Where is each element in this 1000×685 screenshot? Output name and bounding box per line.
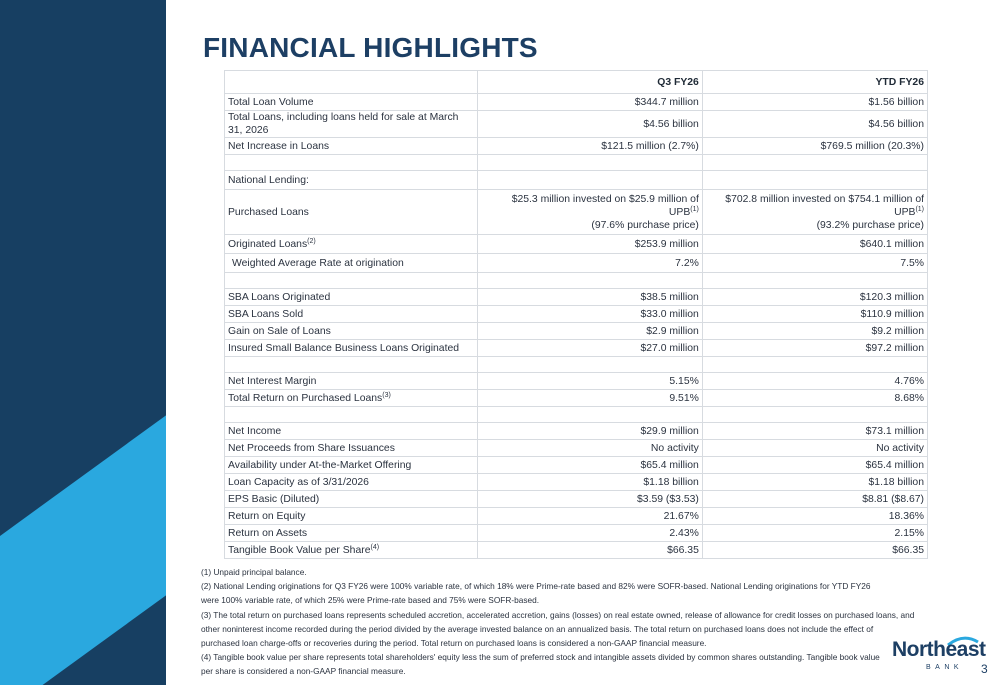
row-label: Return on Equity bbox=[225, 508, 478, 525]
row-ytd: $769.5 million (20.3%) bbox=[702, 138, 927, 155]
row-q3: 2.43% bbox=[477, 525, 702, 542]
row-label: Purchased Loans bbox=[225, 190, 478, 235]
row-ytd: $9.2 million bbox=[702, 323, 927, 340]
northeast-bank-logo bbox=[888, 636, 988, 676]
row-label bbox=[225, 235, 478, 254]
table-header-row bbox=[225, 71, 928, 94]
page-number: 3 bbox=[981, 662, 988, 676]
table-row bbox=[225, 525, 928, 542]
row-label bbox=[225, 542, 478, 559]
table-row bbox=[225, 491, 928, 508]
spacer-row bbox=[225, 273, 928, 289]
row-ytd: $640.1 million bbox=[702, 235, 927, 254]
header-q3: Q3 FY26 bbox=[477, 71, 702, 94]
footnote-line: (2) National Lending originations for Q3 FY26 were 100% variable rate, of which 18% were Prime-rate based and 82% were SOFR-based. National Lending originations for YTD FY26 bbox=[201, 581, 871, 592]
spacer-row bbox=[225, 155, 928, 171]
table-row bbox=[225, 254, 928, 273]
row-ytd: $1.56 billion bbox=[702, 94, 927, 111]
footnote-line: other noninterest income recorded during the period divided by the average invested balance on an annualized basis. The total return on purchased loans does not include the effect of bbox=[201, 623, 874, 634]
table-row bbox=[225, 340, 928, 357]
row-q3: $253.9 million bbox=[477, 235, 702, 254]
table-row bbox=[225, 111, 928, 138]
sidebar-accent-stripe bbox=[0, 376, 166, 685]
footnotes bbox=[201, 565, 921, 679]
table-row bbox=[225, 457, 928, 474]
ytd-footnote-ref: (1) bbox=[915, 205, 924, 213]
row-ytd: No activity bbox=[702, 440, 927, 457]
row-q3: $27.0 million bbox=[477, 340, 702, 357]
table-row bbox=[225, 171, 928, 190]
row-label: Loan Capacity as of 3/31/2026 bbox=[225, 474, 478, 491]
footnote-line: were 100% variable rate, of which 25% were Prime-rate based and 75% were SOFR-based. bbox=[201, 595, 540, 606]
row-ytd: $97.2 million bbox=[702, 340, 927, 357]
row-ytd: 4.76% bbox=[702, 373, 927, 390]
row-q3: 7.2% bbox=[477, 254, 702, 273]
table-row bbox=[225, 542, 928, 559]
ytd-line1: $702.8 million invested on $754.1 million of UPB bbox=[725, 193, 924, 218]
row-q3: $121.5 million (2.7%) bbox=[477, 138, 702, 155]
row-ytd: 2.15% bbox=[702, 525, 927, 542]
financial-highlights-table bbox=[224, 70, 928, 559]
table-row bbox=[225, 423, 928, 440]
table-row bbox=[225, 474, 928, 491]
row-label: Total Loans, including loans held for sale at March 31, 2026 bbox=[225, 111, 478, 138]
row-ytd: $66.35 bbox=[702, 542, 927, 559]
row-label: Net Increase in Loans bbox=[225, 138, 478, 155]
row-label: Gain on Sale of Loans bbox=[225, 323, 478, 340]
page-title: FINANCIAL HIGHLIGHTS bbox=[203, 32, 538, 63]
spacer-row bbox=[225, 407, 928, 423]
row-q3: $66.35 bbox=[477, 542, 702, 559]
row-label bbox=[225, 390, 478, 407]
row-q3: $3.59 ($3.53) bbox=[477, 491, 702, 508]
table-row bbox=[225, 138, 928, 155]
row-label: SBA Loans Originated bbox=[225, 289, 478, 306]
footnote-line: per share is considered a non-GAAP financial measure. bbox=[201, 666, 406, 677]
table-row bbox=[225, 440, 928, 457]
table-row bbox=[225, 373, 928, 390]
label-footnote-ref: (2) bbox=[307, 237, 316, 245]
logo-wordmark: Northeast bbox=[892, 638, 986, 661]
footnote-line: (1) Unpaid principal balance. bbox=[201, 567, 307, 577]
label-text: Tangible Book Value per Share bbox=[228, 544, 371, 556]
header-ytd: YTD FY26 bbox=[702, 71, 927, 94]
row-label: Weighted Average Rate at origination bbox=[225, 254, 478, 273]
ytd-line2: (93.2% purchase price) bbox=[816, 219, 924, 231]
header-label bbox=[225, 71, 478, 94]
q3-line2: (97.6% purchase price) bbox=[591, 219, 699, 231]
row-ytd: $120.3 million bbox=[702, 289, 927, 306]
row-q3: $344.7 million bbox=[477, 94, 702, 111]
row-ytd: 8.68% bbox=[702, 390, 927, 407]
footnote-line: (3) The total return on purchased loans represents scheduled accretion, accelerated accretion, gains (losses) on real estate owned, release of allowance for credit losses on purchased loans, and bbox=[201, 609, 915, 620]
table-row bbox=[225, 323, 928, 340]
row-q3: 21.67% bbox=[477, 508, 702, 525]
label-footnote-ref: (4) bbox=[370, 543, 380, 551]
row-ytd: $73.1 million bbox=[702, 423, 927, 440]
row-ytd: $110.9 million bbox=[702, 306, 927, 323]
q3-footnote-ref: (1) bbox=[690, 205, 699, 213]
table-row bbox=[225, 508, 928, 525]
row-ytd: $4.56 billion bbox=[702, 111, 927, 138]
row-label: Availability under At-the-Market Offering bbox=[225, 457, 478, 474]
row-label: Net Income bbox=[225, 423, 478, 440]
q3-line1: $25.3 million invested on $25.9 million of UPB bbox=[511, 193, 699, 218]
footnote-line: purchased loan charge-offs or recoveries during the period. Total return on purchased loans is considered a non-GAAP financial measure. bbox=[201, 638, 707, 649]
row-ytd: $65.4 million bbox=[702, 457, 927, 474]
row-q3: $4.56 billion bbox=[477, 111, 702, 138]
row-q3: $2.9 million bbox=[477, 323, 702, 340]
row-q3: $65.4 million bbox=[477, 457, 702, 474]
row-label: Insured Small Balance Business Loans Originated bbox=[225, 340, 478, 357]
sidebar-decoration bbox=[0, 0, 166, 685]
table-row bbox=[225, 235, 928, 254]
row-q3: 9.51% bbox=[477, 390, 702, 407]
row-label: Total Loan Volume bbox=[225, 94, 478, 111]
section-label: National Lending: bbox=[225, 171, 478, 190]
row-q3: $29.9 million bbox=[477, 423, 702, 440]
label-text: Total Return on Purchased Loans bbox=[228, 392, 383, 404]
row-ytd: $8.81 ($8.67) bbox=[702, 491, 927, 508]
row-q3: 5.15% bbox=[477, 373, 702, 390]
row-q3: $38.5 million bbox=[477, 289, 702, 306]
label-text: Originated Loans bbox=[228, 238, 308, 250]
footnote-line: (4) Tangible book value per share represents total shareholders' equity less the sum of preferred stock and intangible assets divided by common shares outstanding. Tangible book value bbox=[201, 652, 880, 663]
table-row bbox=[225, 190, 928, 235]
row-label: SBA Loans Sold bbox=[225, 306, 478, 323]
label-footnote-ref: (3) bbox=[382, 391, 391, 399]
row-q3: No activity bbox=[477, 440, 702, 457]
spacer-row bbox=[225, 357, 928, 373]
row-label: Net Proceeds from Share Issuances bbox=[225, 440, 478, 457]
table-row bbox=[225, 94, 928, 111]
table-row bbox=[225, 289, 928, 306]
row-ytd bbox=[702, 190, 927, 235]
row-q3 bbox=[477, 190, 702, 235]
row-q3: $33.0 million bbox=[477, 306, 702, 323]
row-ytd: $1.18 billion bbox=[702, 474, 927, 491]
row-label: Net Interest Margin bbox=[225, 373, 478, 390]
table-row bbox=[225, 390, 928, 407]
row-label: Return on Assets bbox=[225, 525, 478, 542]
table-row bbox=[225, 306, 928, 323]
row-ytd: 18.36% bbox=[702, 508, 927, 525]
row-q3: $1.18 billion bbox=[477, 474, 702, 491]
logo-subtext: BANK bbox=[926, 664, 964, 671]
row-label: EPS Basic (Diluted) bbox=[225, 491, 478, 508]
row-ytd: 7.5% bbox=[702, 254, 927, 273]
